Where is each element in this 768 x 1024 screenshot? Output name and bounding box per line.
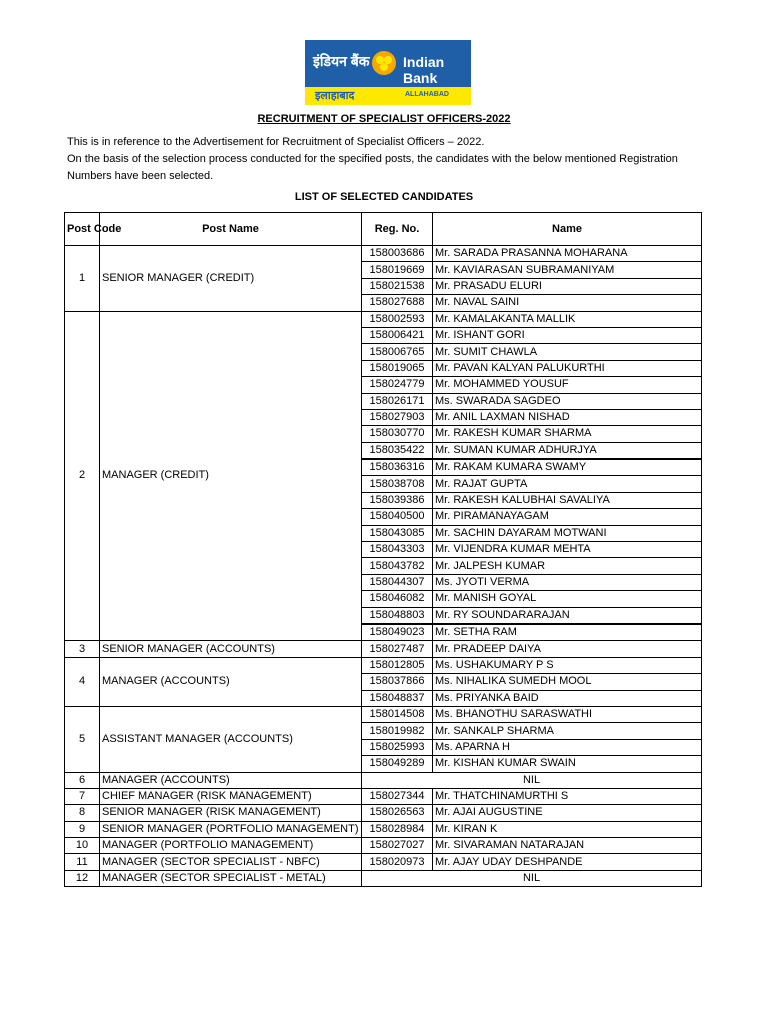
reg-no: 158037866 xyxy=(362,674,433,690)
candidate-name: Mr. SETHA RAM xyxy=(433,624,702,641)
candidate-name: Mr. PIRAMANAYAGAM xyxy=(433,509,702,525)
reg-no: 158020973 xyxy=(362,854,433,870)
candidate-name: Mr. RAKESH KALUBHAI SAVALIYA xyxy=(433,492,702,508)
reg-no: 158012805 xyxy=(362,657,433,673)
reg-no: 158043085 xyxy=(362,525,433,541)
table-row xyxy=(65,821,702,837)
logo-english-sub: ALLAHABAD xyxy=(405,91,449,98)
reg-no: 158027688 xyxy=(362,295,433,311)
candidate-name: Mr. JALPESH KUMAR xyxy=(433,558,702,574)
post-name: MANAGER (CREDIT) xyxy=(100,311,362,641)
reg-no: 158027903 xyxy=(362,409,433,425)
logo-hindi-name: इंडियन बैंक xyxy=(313,53,370,69)
reg-no: 158014508 xyxy=(362,706,433,722)
reg-no: 158036316 xyxy=(362,459,433,476)
table-row xyxy=(65,854,702,870)
reg-no: 158002593 xyxy=(362,311,433,327)
post-name: MANAGER (PORTFOLIO MANAGEMENT) xyxy=(100,838,362,854)
candidate-name: Mr. NAVAL SAINI xyxy=(433,295,702,311)
reg-no: 158003686 xyxy=(362,246,433,262)
candidate-name: Ms. PRIYANKA BAID xyxy=(433,690,702,706)
reg-no: 158028984 xyxy=(362,821,433,837)
candidate-name: Mr. SUMAN KUMAR ADHURJYA xyxy=(433,442,702,459)
candidate-name: Mr. KISHAN KUMAR SWAIN xyxy=(433,756,702,772)
nil-value: NIL xyxy=(362,772,702,788)
reg-no: 158043303 xyxy=(362,542,433,558)
post-name: ASSISTANT MANAGER (ACCOUNTS) xyxy=(100,706,362,772)
post-name: MANAGER (SECTOR SPECIALIST - METAL) xyxy=(100,870,362,886)
reg-no: 158027344 xyxy=(362,788,433,804)
table-row xyxy=(65,657,702,673)
reg-no: 158043782 xyxy=(362,558,433,574)
reg-no: 158046082 xyxy=(362,591,433,607)
reg-no: 158038708 xyxy=(362,476,433,492)
post-name: SENIOR MANAGER (ACCOUNTS) xyxy=(100,641,362,657)
reg-no: 158024779 xyxy=(362,377,433,393)
reg-no: 158025993 xyxy=(362,739,433,755)
reg-no: 158049289 xyxy=(362,756,433,772)
candidate-name: Mr. MOHAMMED YOUSUF xyxy=(433,377,702,393)
reg-no: 158030770 xyxy=(362,426,433,442)
candidate-name: Ms. APARNA H xyxy=(433,739,702,755)
table-row xyxy=(65,706,702,722)
candidate-name: Ms. NIHALIKA SUMEDH MOOL xyxy=(433,674,702,690)
candidate-name: Mr. KAMALAKANTA MALLIK xyxy=(433,311,702,327)
column-header-post-code: Post Code xyxy=(65,213,100,246)
table-row xyxy=(65,311,702,327)
reg-no: 158026563 xyxy=(362,805,433,821)
post-code: 12 xyxy=(65,870,100,886)
candidate-name: Mr. MANISH GOYAL xyxy=(433,591,702,607)
document-title: RECRUITMENT OF SPECIALIST OFFICERS-2022 xyxy=(257,113,511,125)
candidate-name: Mr. AJAY UDAY DESHPANDE xyxy=(433,854,702,870)
post-code: 7 xyxy=(65,788,100,804)
table-row xyxy=(65,641,702,657)
candidate-name: Mr. RY SOUNDARARAJAN xyxy=(433,607,702,624)
column-header-post-name: Post Name xyxy=(100,213,362,246)
candidate-name: Mr. KAVIARASAN SUBRAMANIYAM xyxy=(433,262,702,278)
reg-no: 158019065 xyxy=(362,360,433,376)
indian-bank-logo xyxy=(305,40,471,105)
list-title: LIST OF SELECTED CANDIDATES xyxy=(294,191,474,203)
post-name: CHIEF MANAGER (RISK MANAGEMENT) xyxy=(100,788,362,804)
reg-no: 158035422 xyxy=(362,442,433,459)
candidate-name: Ms. USHAKUMARY P S xyxy=(433,657,702,673)
candidate-name: Mr. RAJAT GUPTA xyxy=(433,476,702,492)
post-code: 6 xyxy=(65,772,100,788)
reg-no: 158019982 xyxy=(362,723,433,739)
candidate-name: Mr. SIVARAMAN NATARAJAN xyxy=(433,838,702,854)
reg-no: 158027027 xyxy=(362,838,433,854)
intro-paragraph xyxy=(67,134,717,185)
candidate-name: Ms. BHANOTHU SARASWATHI xyxy=(433,706,702,722)
candidate-name: Mr. RAKAM KUMARA SWAMY xyxy=(433,459,702,476)
candidate-name: Mr. PRADEEP DAIYA xyxy=(433,641,702,657)
reg-no: 158006421 xyxy=(362,327,433,343)
table-row xyxy=(65,805,702,821)
candidate-name: Mr. SUMIT CHAWLA xyxy=(433,344,702,360)
reg-no: 158021538 xyxy=(362,278,433,294)
table-body xyxy=(65,246,702,887)
reg-no: 158048837 xyxy=(362,690,433,706)
table-row xyxy=(65,788,702,804)
candidate-name: Ms. SWARADA SAGDEO xyxy=(433,393,702,409)
candidate-name: Mr. ANIL LAXMAN NISHAD xyxy=(433,409,702,425)
reg-no: 158040500 xyxy=(362,509,433,525)
table-row xyxy=(65,838,702,854)
post-code: 5 xyxy=(65,706,100,772)
candidate-name: Mr. AJAI AUGUSTINE xyxy=(433,805,702,821)
intro-line-2: On the basis of the selection process conducted for the specified posts, the candidates with the below mentioned Registration Numbers have been selected. xyxy=(67,153,678,182)
candidate-name: Mr. PAVAN KALYAN PALUKURTHI xyxy=(433,360,702,376)
table-row xyxy=(65,246,702,262)
post-name: MANAGER (ACCOUNTS) xyxy=(100,657,362,706)
table-header-row xyxy=(65,213,702,246)
candidate-name: Mr. VIJENDRA KUMAR MEHTA xyxy=(433,542,702,558)
selected-candidates-table xyxy=(64,212,702,887)
post-name: MANAGER (SECTOR SPECIALIST - NBFC) xyxy=(100,854,362,870)
post-code: 10 xyxy=(65,838,100,854)
column-header-reg-no: Reg. No. xyxy=(362,213,433,246)
reg-no: 158048803 xyxy=(362,607,433,624)
post-name: SENIOR MANAGER (PORTFOLIO MANAGEMENT) xyxy=(100,821,362,837)
table-row xyxy=(65,772,702,788)
logo-hindi-sub: इलाहाबाद xyxy=(315,90,355,102)
reg-no: 158019669 xyxy=(362,262,433,278)
candidate-name: Mr. ISHANT GORI xyxy=(433,327,702,343)
post-code: 9 xyxy=(65,821,100,837)
post-name: SENIOR MANAGER (CREDIT) xyxy=(100,246,362,312)
reg-no: 158026171 xyxy=(362,393,433,409)
column-header-name: Name xyxy=(433,213,702,246)
candidate-name: Mr. KIRAN K xyxy=(433,821,702,837)
candidate-name: Mr. PRASADU ELURI xyxy=(433,278,702,294)
reg-no: 158044307 xyxy=(362,574,433,590)
reg-no: 158039386 xyxy=(362,492,433,508)
candidate-name: Ms. JYOTI VERMA xyxy=(433,574,702,590)
reg-no: 158006765 xyxy=(362,344,433,360)
candidate-name: Mr. SARADA PRASANNA MOHARANA xyxy=(433,246,702,262)
candidate-name: Mr. RAKESH KUMAR SHARMA xyxy=(433,426,702,442)
nil-value: NIL xyxy=(362,870,702,886)
post-code: 8 xyxy=(65,805,100,821)
candidate-name: Mr. SANKALP SHARMA xyxy=(433,723,702,739)
post-name: MANAGER (ACCOUNTS) xyxy=(100,772,362,788)
post-code: 4 xyxy=(65,657,100,706)
intro-line-1: This is in reference to the Advertisement for Recruitment of Specialist Officers – 2022. xyxy=(67,136,485,148)
bank-emblem-icon xyxy=(371,50,397,76)
logo-english-name: Indian Bank xyxy=(403,54,445,86)
reg-no: 158049023 xyxy=(362,624,433,641)
candidate-name: Mr. THATCHINAMURTHI S xyxy=(433,788,702,804)
post-code: 11 xyxy=(65,854,100,870)
post-code: 2 xyxy=(65,311,100,641)
post-code: 3 xyxy=(65,641,100,657)
candidate-name: Mr. SACHIN DAYARAM MOTWANI xyxy=(433,525,702,541)
post-code: 1 xyxy=(65,246,100,312)
table-row xyxy=(65,870,702,886)
reg-no: 158027487 xyxy=(362,641,433,657)
post-name: SENIOR MANAGER (RISK MANAGEMENT) xyxy=(100,805,362,821)
